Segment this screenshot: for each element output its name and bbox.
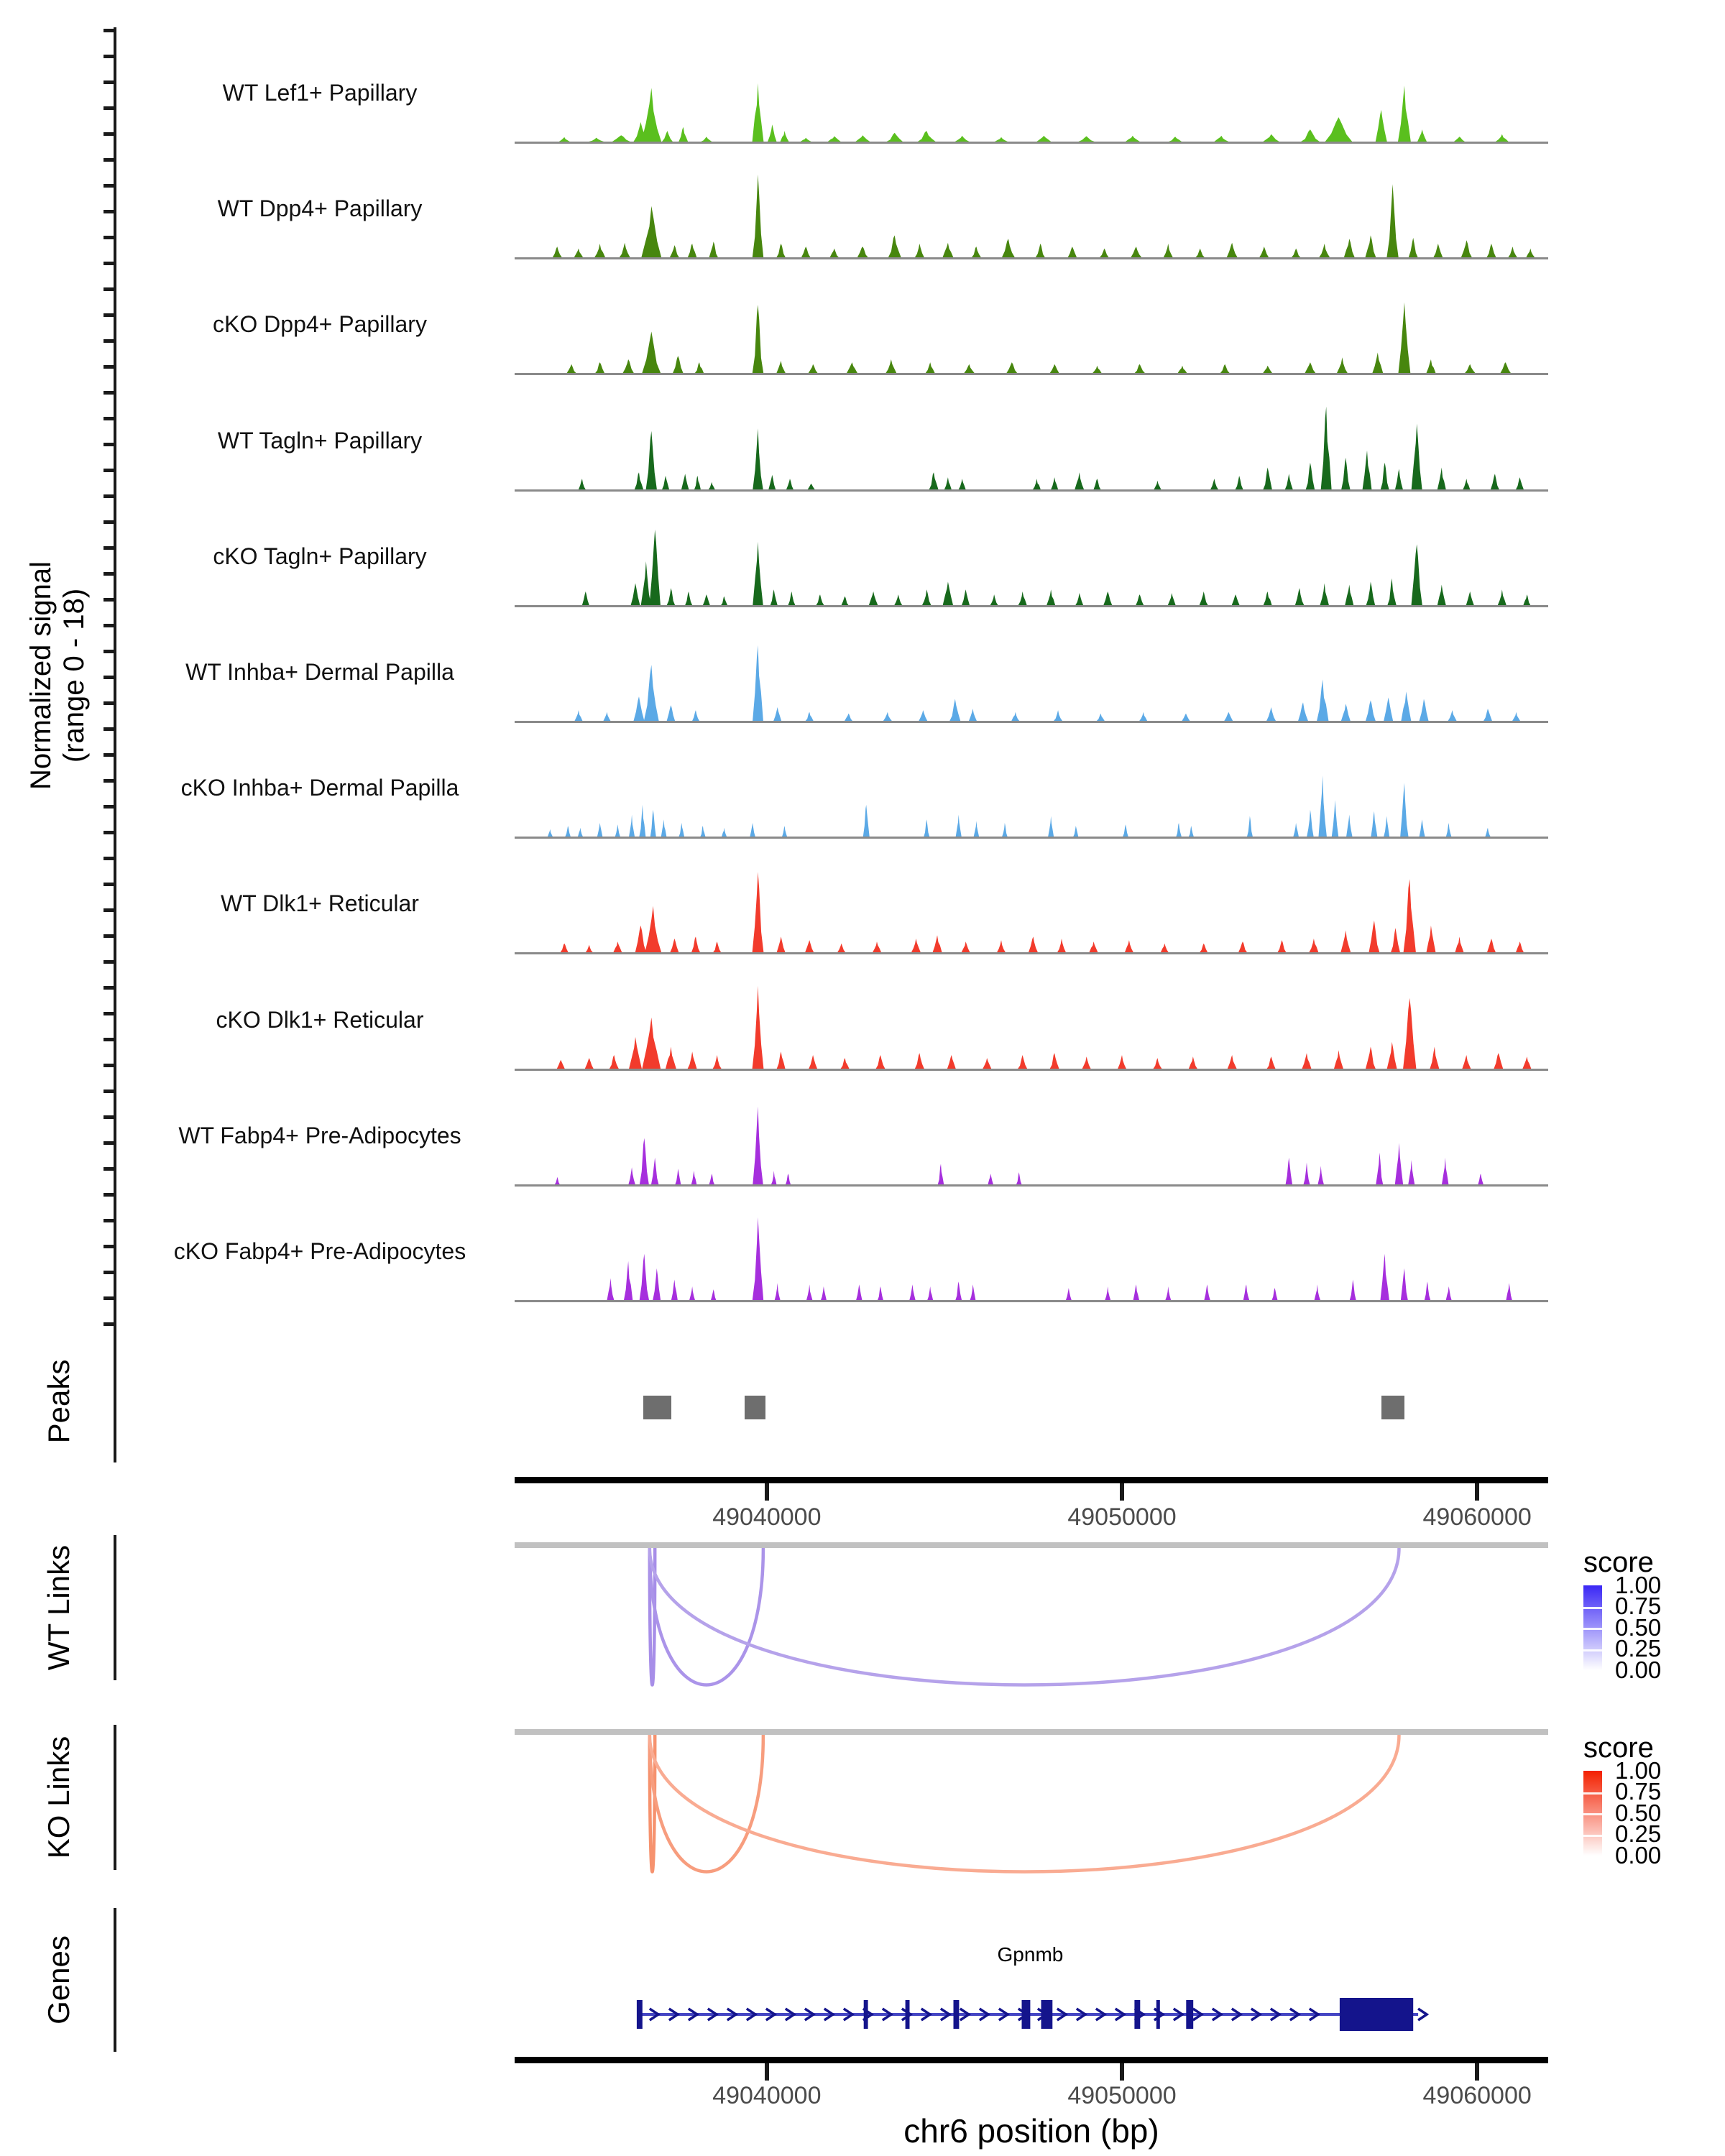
gradient-notch xyxy=(1583,1649,1602,1651)
gene-exon xyxy=(1134,2000,1140,2029)
score-gradient-bar xyxy=(1583,1771,1602,1856)
wt-links-score-legend xyxy=(1583,1545,1720,1683)
gradient-notch xyxy=(1583,1813,1602,1815)
signal-axis-ticks xyxy=(104,29,114,1345)
gene-exon xyxy=(1186,2000,1193,2029)
track-label: cKO Tagln+ Papillary xyxy=(213,543,427,569)
ko-links-score-legend xyxy=(1583,1731,1720,1869)
gene-utr-exon xyxy=(1340,1998,1413,2031)
wt-links-bracket-line xyxy=(114,1535,116,1680)
gene-name-label: Gpnmb xyxy=(997,1943,1064,1966)
ko-links-bracket-line xyxy=(114,1725,116,1870)
gradient-notch xyxy=(1583,1607,1602,1609)
gradient-notch xyxy=(1583,1835,1602,1837)
track-baseline xyxy=(515,142,1548,144)
gradient-notch xyxy=(1583,1792,1602,1795)
gene-exon xyxy=(637,2000,643,2029)
legend-tick-label: 0.00 xyxy=(1615,1842,1662,1869)
track-label: WT Dpp4+ Papillary xyxy=(217,195,423,221)
signal-area xyxy=(582,530,1530,605)
track-signal xyxy=(515,968,1548,1069)
gene-exon xyxy=(1041,2000,1053,2029)
axis-tick xyxy=(765,1483,769,1501)
track-label: cKO Dlk1+ Reticular xyxy=(216,1007,424,1033)
track-signal xyxy=(515,620,1548,721)
legend-tick-label: 0.50 xyxy=(1615,1800,1662,1826)
section-label-genes: Genes xyxy=(42,1935,75,2024)
section-label-ko-links: KO Links xyxy=(42,1736,75,1859)
x-axis-title: chr6 position (bp) xyxy=(903,2112,1159,2150)
gene-model xyxy=(515,1989,1548,2040)
gene-exon xyxy=(1156,2000,1160,2029)
signal-area xyxy=(579,407,1524,489)
signal-area xyxy=(555,1107,1484,1184)
track-label: WT Inhba+ Dermal Papilla xyxy=(185,659,454,685)
genes-bracket-line xyxy=(114,1908,116,2052)
legend-tick-label: 0.25 xyxy=(1615,1635,1662,1662)
gradient-notch xyxy=(1583,1628,1602,1630)
peak-interval xyxy=(643,1396,671,1419)
track-baseline xyxy=(515,721,1548,723)
signal-axis-title-line2: (range 0 - 18) xyxy=(58,588,90,763)
legend-tick-label: 0.00 xyxy=(1615,1657,1662,1683)
gene-exon xyxy=(864,2000,868,2029)
track-baseline xyxy=(515,373,1548,375)
legend-tick-label: 0.75 xyxy=(1615,1593,1662,1619)
peaks-bracket-line xyxy=(114,1338,116,1462)
axis-tick xyxy=(1475,2063,1479,2081)
axis-tick-label: 49060000 xyxy=(1422,1503,1532,1531)
signal-axis-line xyxy=(114,27,116,1347)
track-signal xyxy=(515,736,1548,837)
track-signal xyxy=(515,272,1548,373)
axis-tick-label: 49040000 xyxy=(712,2082,822,2109)
signal-area xyxy=(557,986,1532,1069)
signal-axis-title xyxy=(24,561,91,790)
axis-tick-label: 49060000 xyxy=(1422,2082,1532,2109)
track-label: WT Tagln+ Papillary xyxy=(217,428,423,453)
axis-line xyxy=(515,2057,1548,2063)
signal-area xyxy=(561,872,1524,952)
legend-tick-label: 0.75 xyxy=(1615,1778,1662,1805)
track-baseline xyxy=(515,489,1548,492)
link-arc xyxy=(650,1735,763,1872)
legend-tick-label: 1.00 xyxy=(1615,1757,1662,1784)
signal-area xyxy=(567,303,1511,373)
signal-area xyxy=(559,83,1509,142)
track-signal xyxy=(515,1199,1548,1300)
signal-area xyxy=(553,175,1535,257)
track-signal xyxy=(515,852,1548,952)
signal-axis-title-line1: Normalized signal xyxy=(25,561,57,790)
track-label: cKO Fabp4+ Pre-Adipocytes xyxy=(173,1238,466,1264)
track-signal xyxy=(515,157,1548,257)
axis-tick xyxy=(1120,2063,1124,2081)
track-baseline xyxy=(515,837,1548,839)
legend-title: score xyxy=(1583,1732,1654,1764)
legend-title: score xyxy=(1583,1547,1654,1578)
axis-tick xyxy=(765,2063,769,2081)
axis-tick-label: 49050000 xyxy=(1067,2082,1177,2109)
score-gradient-bar xyxy=(1583,1585,1602,1670)
track-label: WT Dlk1+ Reticular xyxy=(221,890,419,916)
gene-exon xyxy=(954,2000,960,2029)
link-arc xyxy=(650,1548,763,1685)
peak-interval xyxy=(1381,1396,1404,1419)
track-baseline xyxy=(515,257,1548,259)
section-label-wt-links: WT Links xyxy=(42,1544,75,1671)
wt-links-arcs xyxy=(515,1547,1548,1697)
track-baseline xyxy=(515,1184,1548,1187)
strand-arrow-icon xyxy=(1418,2009,1427,2020)
track-label: cKO Dpp4+ Papillary xyxy=(213,311,427,337)
signal-area xyxy=(607,1217,1512,1300)
track-signal xyxy=(515,389,1548,489)
track-label: WT Lef1+ Papillary xyxy=(222,80,418,106)
track-signal xyxy=(515,41,1548,142)
gene-exon xyxy=(1022,2000,1031,2029)
section-label-peaks: Peaks xyxy=(42,1359,75,1444)
axis-line xyxy=(515,1477,1548,1483)
track-baseline xyxy=(515,1300,1548,1302)
legend-tick-label: 1.00 xyxy=(1615,1572,1662,1598)
track-baseline xyxy=(515,1069,1548,1071)
peak-interval xyxy=(745,1396,765,1419)
legend-tick-label: 0.50 xyxy=(1615,1614,1662,1641)
axis-tick xyxy=(1475,1483,1479,1501)
axis-tick xyxy=(1120,1483,1124,1501)
axis-tick-label: 49050000 xyxy=(1067,1503,1177,1531)
axis-tick-label: 49040000 xyxy=(712,1503,822,1531)
track-label: cKO Inhba+ Dermal Papilla xyxy=(180,775,459,801)
track-baseline xyxy=(515,952,1548,954)
track-baseline xyxy=(515,605,1548,607)
legend-tick-label: 0.25 xyxy=(1615,1820,1662,1847)
track-signal xyxy=(515,1084,1548,1184)
track-label: WT Fabp4+ Pre-Adipocytes xyxy=(178,1123,461,1148)
gene-exon xyxy=(906,2000,910,2029)
track-signal xyxy=(515,505,1548,605)
ko-links-arcs xyxy=(515,1733,1548,1884)
signal-area xyxy=(548,775,1491,837)
signal-area xyxy=(575,645,1521,721)
